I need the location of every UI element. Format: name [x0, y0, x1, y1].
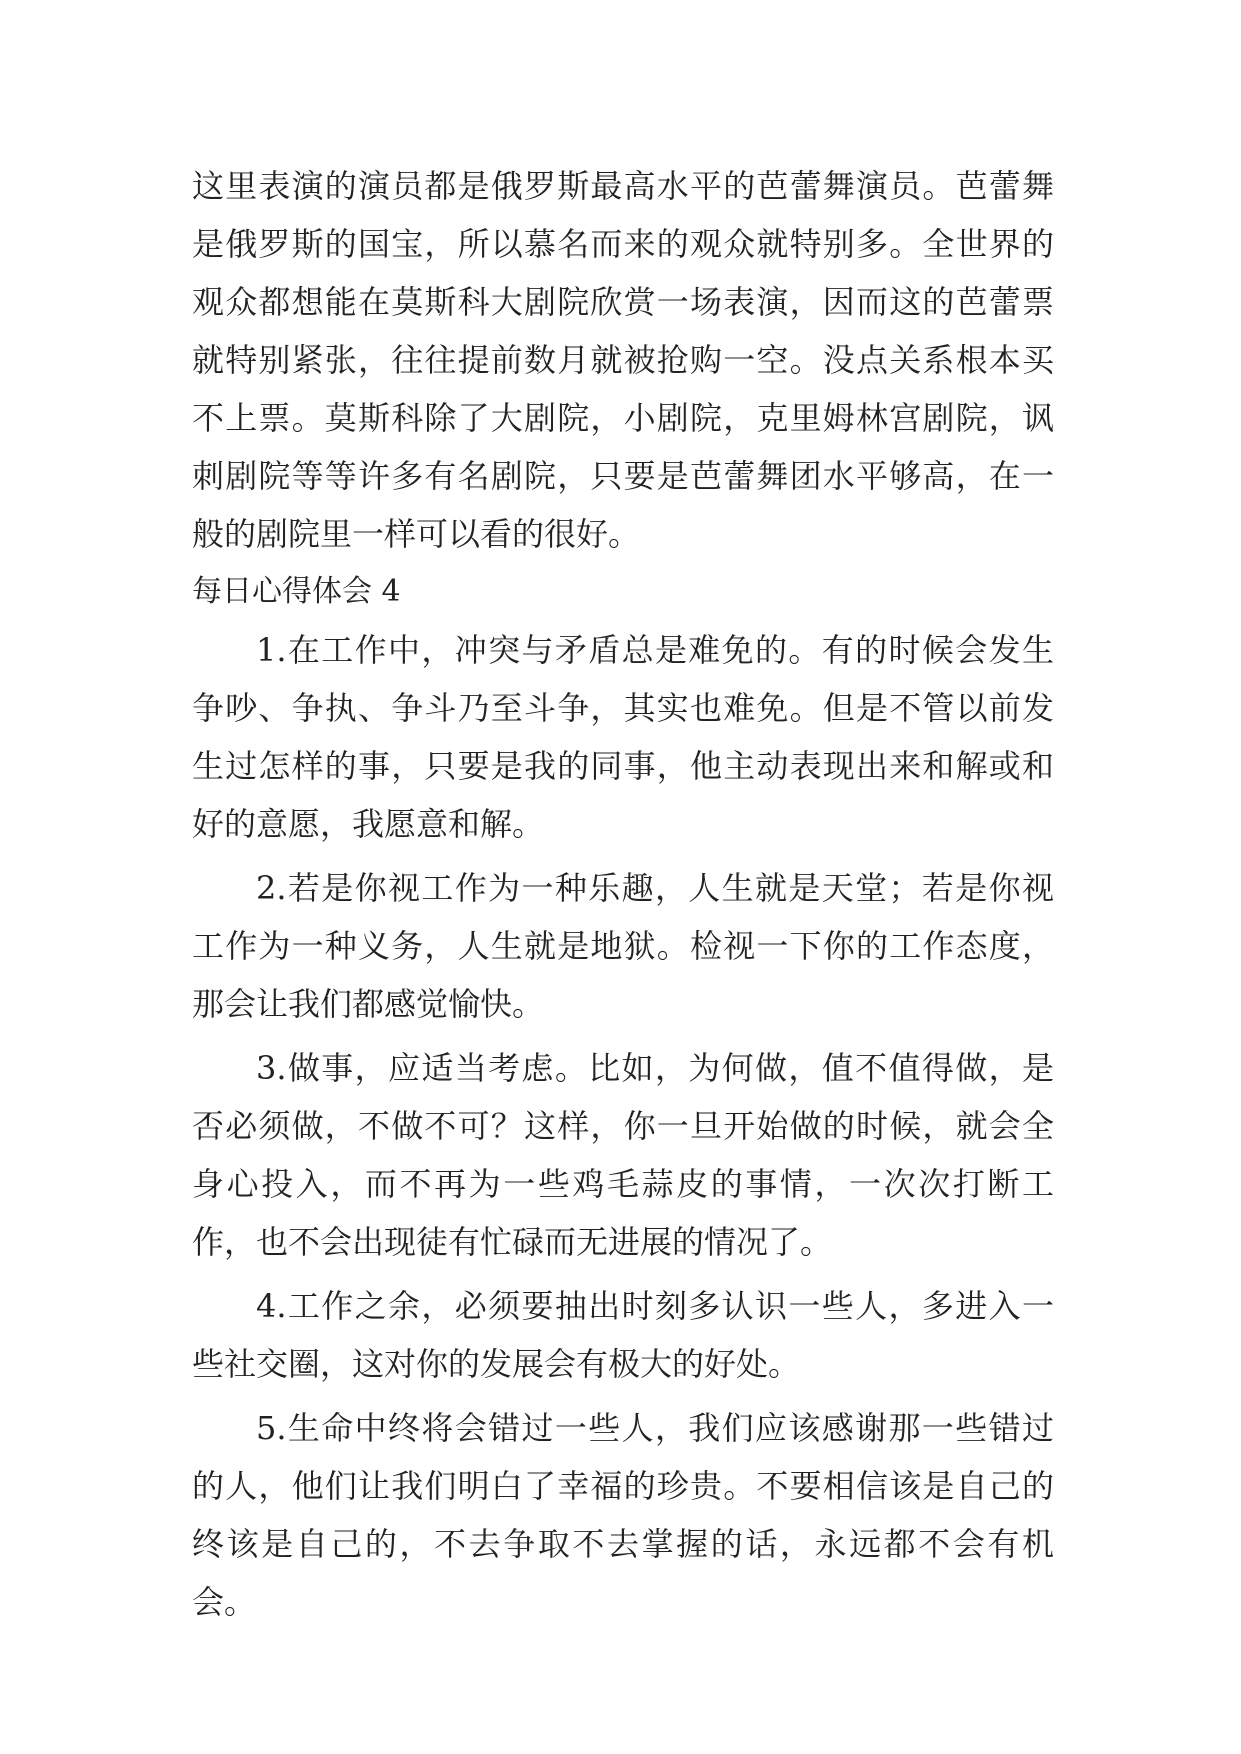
intro-paragraph: 这里表演的演员都是俄罗斯最高水平的芭蕾舞演员。芭蕾舞是俄罗斯的国宝，所以慕名而来的观众就特别多。全世界的观众都想能在莫斯科大剧院欣赏一场表演，因而这的芭蕾票就特别紧张，往往提前数月就被抢购一空。没点关系根本买不上票。莫斯科除了大剧院，小剧院，克里姆林宫剧院，讽刺剧院等等许多有名剧院，只要是芭蕾舞团水平够高，在一般的剧院里一样可以看的很好。: [192, 167, 1054, 553]
list-item-2: 2.若是你视工作为一种乐趣，人生就是天堂；若是你视工作为一种义务，人生就是地狱。检视一下你的工作态度，那会让我们都感觉愉快。: [192, 869, 1054, 1023]
list-item-1: 1.在工作中，冲突与矛盾总是难免的。有的时候会发生争吵、争执、争斗乃至斗争，其实也难免。但是不管以前发生过怎样的事，只要是我的同事，他主动表现出来和解或和好的意愿，我愿意和解。: [192, 631, 1054, 843]
list-item-4: 4.工作之余，必须要抽出时刻多认识一些人，多进入一些社交圈，这对你的发展会有极大的好处。: [192, 1287, 1054, 1383]
list-item-3: 3.做事，应适当考虑。比如，为何做，值不值得做，是否必须做，不做不可？这样，你一旦开始做的时候，就会全身心投入，而不再为一些鸡毛蒜皮的事情，一次次打断工作，也不会出现徒有忙碌而无进展的情况了。: [192, 1049, 1054, 1261]
list-item-5: 5.生命中终将会错过一些人，我们应该感谢那一些错过的人，他们让我们明白了幸福的珍贵。不要相信该是自己的终该是自己的，不去争取不去掌握的话，永远都不会有机会。: [192, 1409, 1054, 1621]
section-heading: 每日心得体会 4: [192, 574, 401, 609]
document-body: [192, 157, 1054, 1631]
